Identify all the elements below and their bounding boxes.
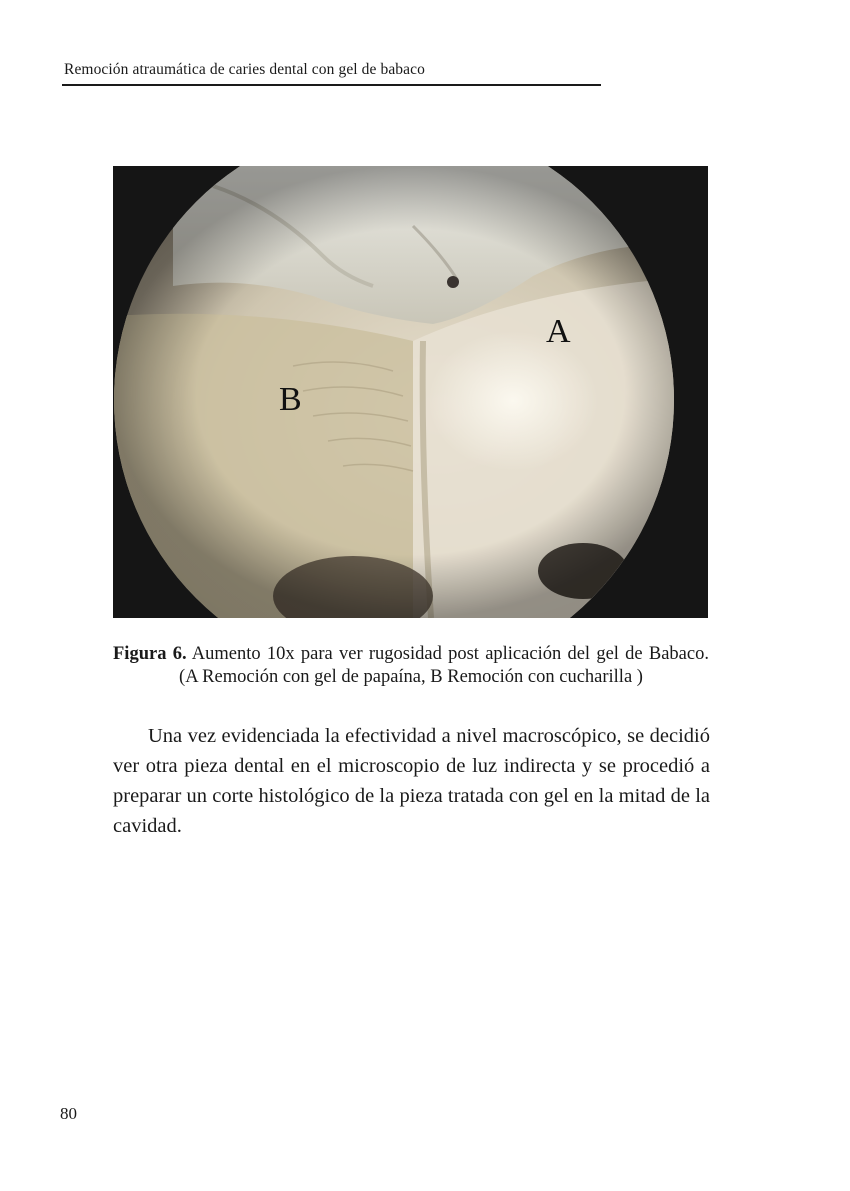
body-text bbox=[113, 721, 710, 841]
body-paragraph: Una vez evidenciada la efectividad a nivel macroscópico, se decidió ver otra pieza dental en el microscopio de luz indirecta y se procedió a preparar un corte histológico de la pieza tratada con gel en la mitad de la cavidad. bbox=[113, 725, 710, 837]
header-rule bbox=[62, 84, 601, 86]
caption-label: Figura 6. bbox=[113, 644, 187, 664]
figure-label-a: A bbox=[546, 313, 571, 350]
page-number: 80 bbox=[60, 1104, 77, 1123]
figure-caption bbox=[113, 643, 709, 689]
figure-image bbox=[113, 166, 708, 618]
figure-label-b: B bbox=[279, 381, 302, 418]
caption-text: Aumento 10x para ver rugosidad post aplicación del gel de Babaco. (A Remoción con gel de papaína, B Remoción con cucharilla ) bbox=[179, 644, 709, 687]
running-header: Remoción atraumática de caries dental con gel de babaco bbox=[64, 61, 425, 78]
